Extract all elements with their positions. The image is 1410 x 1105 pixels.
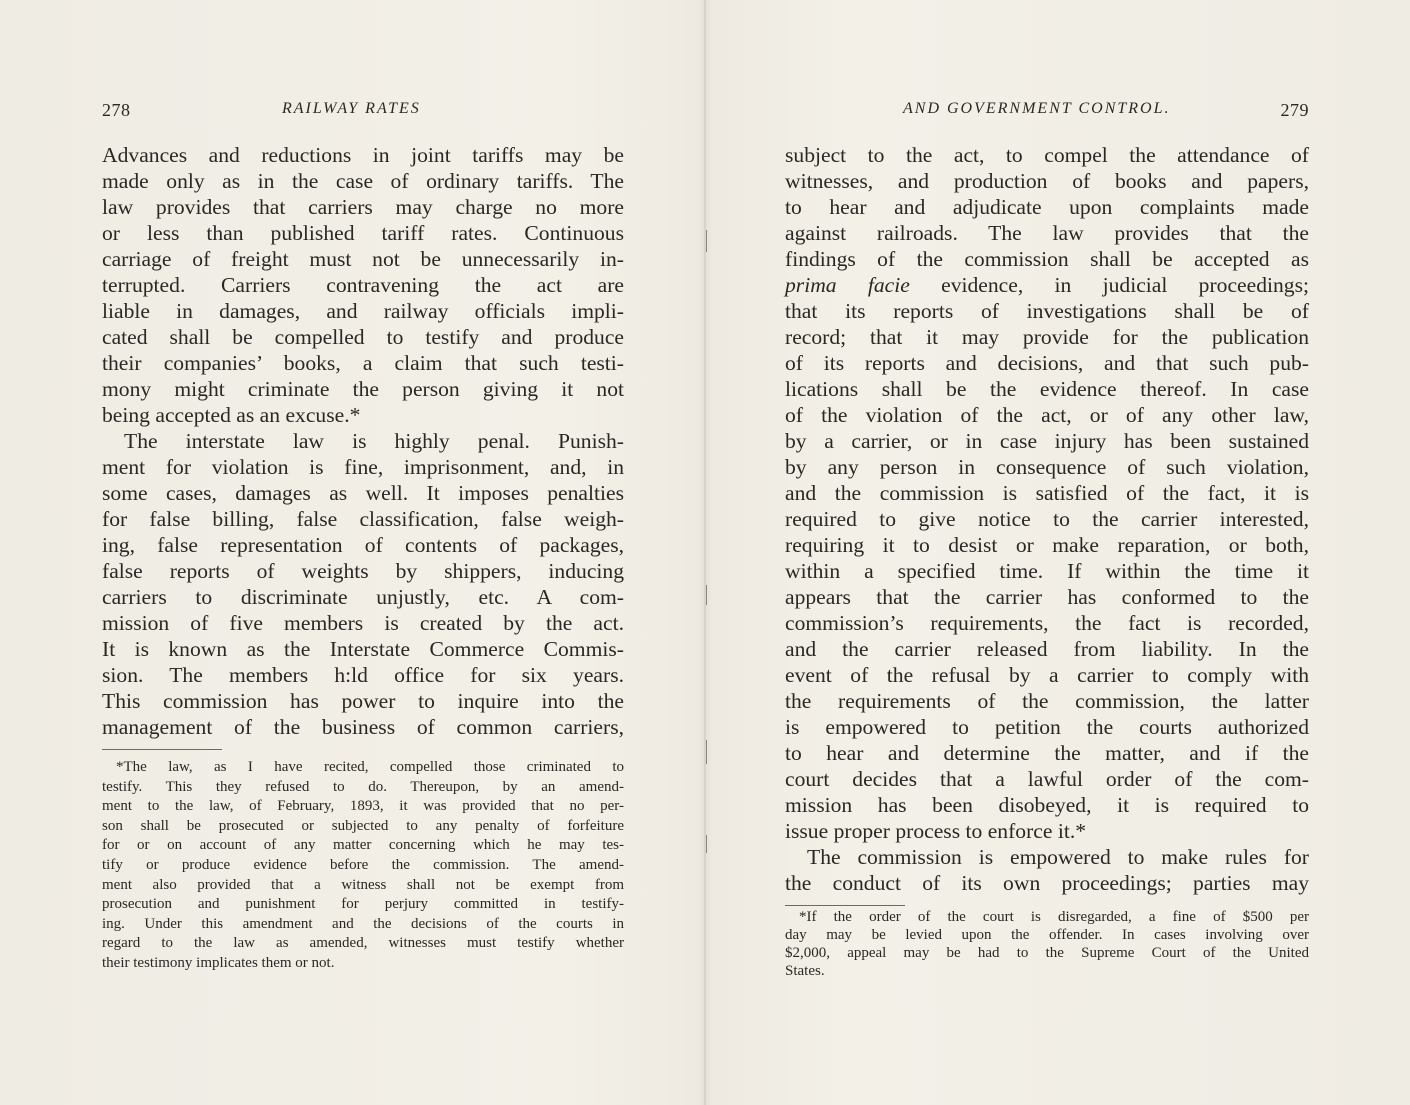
- text-line: by any person in consequence of such violation,: [785, 455, 1309, 479]
- text-line: findings of the commission shall be accepted as: [785, 247, 1309, 271]
- text-line: appears that the carrier has conformed to the: [785, 585, 1309, 609]
- footnote-line: $2,000, appeal may be had to the Supreme Court of the United: [785, 945, 1309, 961]
- footnote-line: tify or produce evidence before the commission. The amend-: [102, 856, 624, 873]
- text-line: record; that it may provide for the publication: [785, 325, 1309, 349]
- text-line: made only as in the case of ordinary tariffs. The: [102, 169, 624, 193]
- text-line: carriers to discriminate unjustly, etc. A com-: [102, 585, 624, 609]
- running-title: RAILWAY RATES: [282, 100, 421, 117]
- text-line: event of the refusal by a carrier to comply with: [785, 663, 1309, 687]
- footnote: [102, 758, 624, 974]
- edge-mark: [706, 585, 707, 605]
- text-line-italic: prima facie evidence, in judicial proceedings;: [785, 273, 1309, 297]
- text-line: mission of five members is created by the act.: [102, 611, 624, 635]
- footnote-line: ment also provided that a witness shall not be exempt from: [102, 876, 624, 893]
- footnote-line: son shall be prosecuted or subjected to any penalty of forfeiture: [102, 817, 624, 834]
- text-line: The interstate law is highly penal. Punish-: [124, 429, 624, 453]
- text-line: cated shall be compelled to testify and produce: [102, 325, 624, 349]
- text-line: management of the business of common carriers,: [102, 715, 624, 739]
- text-line: ment for violation is fine, imprisonment, and, in: [102, 455, 624, 479]
- body-text: [102, 142, 624, 740]
- text-line: false reports of weights by shippers, inducing: [102, 559, 624, 583]
- text-line: subject to the act, to compel the attendance of: [785, 143, 1309, 167]
- footnote-line: their testimony implicates them or not.: [102, 954, 335, 971]
- text-line: requiring it to desist or make reparation, or both,: [785, 533, 1309, 557]
- text-line: terrupted. Carriers contravening the act are: [102, 273, 624, 297]
- text-line: sion. The members h:ld office for six years.: [102, 663, 624, 687]
- text-line: The commission is empowered to make rules for: [807, 845, 1309, 869]
- text-line: It is known as the Interstate Commerce Commis-: [102, 637, 624, 661]
- text-line: issue proper process to enforce it.*: [785, 819, 1087, 843]
- text-line: the conduct of its own proceedings; parties may: [785, 871, 1309, 895]
- text-line: their companies’ books, a claim that such testi-: [102, 351, 624, 375]
- running-head: [102, 100, 624, 124]
- text-line: ing, false representation of contents of packages,: [102, 533, 624, 557]
- text-line: mony might criminate the person giving it not: [102, 377, 624, 401]
- text-line: required to give notice to the carrier interested,: [785, 507, 1309, 531]
- footnote-line: testify. This they refused to do. Thereupon, by an amend-: [102, 778, 624, 795]
- footnote-rule: [102, 749, 222, 750]
- footnote-rule: [785, 905, 905, 906]
- footnote-line: *The law, as I have recited, compelled those criminated to: [116, 759, 624, 775]
- text-line: some cases, damages as well. It imposes penalties: [102, 481, 624, 505]
- footnote-line: ment to the law, of February, 1893, it was provided that no per-: [102, 798, 624, 815]
- text-line: against railroads. The law provides that the: [785, 221, 1309, 245]
- text-line: that its reports of investigations shall be of: [785, 299, 1309, 323]
- text-line: mission has been disobeyed, it is required to: [785, 793, 1309, 817]
- text-line: within a specified time. If within the time it: [785, 559, 1309, 583]
- footnote-line: ing. Under this amendment and the decisions of the courts in: [102, 915, 624, 932]
- text-line: of its reports and decisions, and that such pub-: [785, 351, 1309, 375]
- text-line: Advances and reductions in joint tariffs may be: [102, 143, 624, 167]
- footnote-line: day may be levied upon the offender. In cases involving over: [785, 927, 1309, 943]
- footnote-line: for or on account of any matter concerning which he may tes-: [102, 837, 624, 854]
- text-line: the requirements of the commission, the latter: [785, 689, 1309, 713]
- text-line: being accepted as an excuse.*: [102, 403, 361, 427]
- text-line: and the carrier released from liability. In the: [785, 637, 1309, 661]
- edge-mark: [706, 835, 707, 853]
- footnote-line: *If the order of the court is disregarded, a fine of $500 per: [799, 909, 1309, 925]
- edge-mark: [706, 230, 707, 252]
- text-line: commission’s requirements, the fact is recorded,: [785, 611, 1309, 635]
- text-line: or less than published tariff rates. Continuous: [102, 221, 624, 245]
- running-head: [785, 100, 1309, 124]
- text-line: witnesses, and production of books and papers,: [785, 169, 1309, 193]
- text-line: to hear and determine the matter, and if the: [785, 741, 1309, 765]
- italic-phrase: prima facie: [785, 273, 910, 297]
- edge-mark: [706, 740, 707, 764]
- text-line: This commission has power to inquire into the: [102, 689, 624, 713]
- text-line: carriage of freight must not be unnecessarily in-: [102, 247, 624, 271]
- right-page: [785, 0, 1309, 1105]
- text-line: is empowered to petition the courts authorized: [785, 715, 1309, 739]
- text-line: for false billing, false classification, false weigh-: [102, 507, 624, 531]
- footnote-line: regard to the law as amended, witnesses must testify whether: [102, 935, 624, 952]
- text-line: lications shall be the evidence thereof. In case: [785, 377, 1309, 401]
- text-line: to hear and adjudicate upon complaints made: [785, 195, 1309, 219]
- page-number: 278: [102, 100, 131, 120]
- text-line: of the violation of the act, or of any other law,: [785, 403, 1309, 427]
- text-line: by a carrier, or in case injury has been sustained: [785, 429, 1309, 453]
- footnote-line: States.: [785, 963, 825, 979]
- book-gutter: [704, 0, 706, 1105]
- left-page: [102, 0, 624, 1105]
- text-line: law provides that carriers may charge no more: [102, 195, 624, 219]
- text-line: and the commission is satisfied of the fact, it is: [785, 481, 1309, 505]
- footnote-line: prosecution and punishment for perjury committed in testify-: [102, 896, 624, 913]
- text-line: liable in damages, and railway officials impli-: [102, 299, 624, 323]
- footnote: [785, 908, 1309, 980]
- page-number: 279: [1280, 100, 1309, 120]
- body-text: [785, 142, 1309, 896]
- running-title: AND GOVERNMENT CONTROL.: [903, 100, 1171, 117]
- text-line: court decides that a lawful order of the com-: [785, 767, 1309, 791]
